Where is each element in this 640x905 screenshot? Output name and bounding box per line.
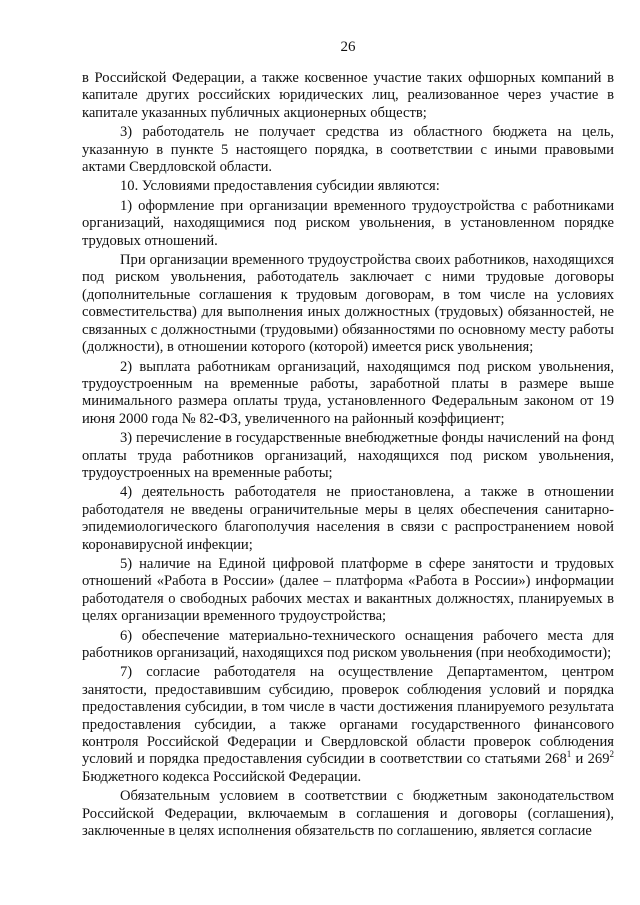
paragraph-offshore-participation: в Российской Федерации, а также косвенное участие таких офшорных компаний в капитале других российских юридических лиц, реализованное через участие в капитале указанных публичных акционерных обществ; — [82, 70, 614, 121]
paragraph-temporary-employment-contracts: При организации временного трудоустройства своих работников, находящихся под риском увольнения, работодатель заключает с ними трудовые договоры (дополнительные соглашения к трудовым договорам, в том числе на условиях совместительства) для выполнения иных должностных (трудовых) обязанностей, не связанных с должностными (трудовыми) обязанностями по основному месту работы (должности), в отношении которого (которой) имеется риск увольнения; — [82, 252, 614, 356]
paragraph-subsidy-conditions-heading: 10. Условиями предоставления субсидии являются: — [120, 178, 440, 195]
document-page — [82, 38, 614, 842]
paragraph-mandatory-condition: Обязательным условием в соответствии с бюджетным законодательством Российской Федерации, включаемым в соглашения и договоры (соглашения), заключенные в целях исполнения обязательств по соглашению, является согласие — [82, 788, 614, 840]
paragraph-no-regional-budget-funds: 3) работодатель не получает средства из областного бюджета на цель, указанную в пункте 5 настоящего порядка, в соответствии с иными правовыми актами Свердловской области. — [82, 124, 614, 176]
page-number: 26 — [340, 39, 356, 55]
condition-7-text-before: 7) согласие работодателя на осуществление Департаментом, центром занятости, предоставившим субсидию, проверок соблюдения условий и порядка предоставления субсидии, в том числе в части достижения планируемого результата предоставления субсидии, а также органами государственного финансового контроля Российской Федерации и Свердловской области проверок соблюдения условий и порядка предоставления субсидии в соответствии со статьями 268 — [82, 664, 614, 768]
paragraph-condition-4-activity-not-suspended: 4) деятельность работодателя не приостановлена, а также в отношении работодателя не введены ограничительные меры в целях обеспечения санитарно-эпидемиологического благополучия населения в связи с распространением новой коронавирусной инфекции; — [82, 484, 614, 553]
paragraph-condition-2-wage-payment: 2) выплата работникам организаций, находящимся под риском увольнения, трудоустроенным на временные работы, заработной платы в размере выше минимального размера оплаты труда, установленного Федеральным законом от 19 июня 2000 года № 82-ФЗ, увеличенного на районный коэффициент; — [82, 358, 614, 427]
condition-7-text-after: Бюджетного кодекса Российской Федерации. — [82, 768, 362, 785]
paragraph-condition-5-rabota-v-rossii: 5) наличие на Единой цифровой платформе в сфере занятости и трудовых отношений «Работа в России» (далее – платформа «Работа в России») информации работодателя о свободных рабочих местах и вакантных должностях, планируемых в целях организации временного трудоустройства; — [82, 555, 614, 625]
condition-7-text-middle: и 269 — [571, 751, 610, 768]
article-268-superscript: 1 — [566, 749, 572, 760]
paragraph-condition-7-inspection-consent — [82, 664, 614, 786]
paragraph-condition-1-labor-relations: 1) оформление при организации временного трудоустройства с работниками организаций, находящимися под риском увольнения, в установленном порядке трудовых отношений. — [82, 197, 614, 249]
paragraph-condition-3-extrabudgetary-funds: 3) перечисление в государственные внебюджетные фонды начислений на фонд оплаты труда работников организаций, находящихся под риском увольнения, трудоустроенных на временные работы; — [82, 430, 614, 481]
paragraph-condition-6-workplace-equipment: 6) обеспечение материально-технического оснащения рабочего места для работников организаций, находящихся под риском увольнения (при необходимости); — [82, 627, 614, 661]
article-269-superscript: 2 — [609, 749, 615, 760]
